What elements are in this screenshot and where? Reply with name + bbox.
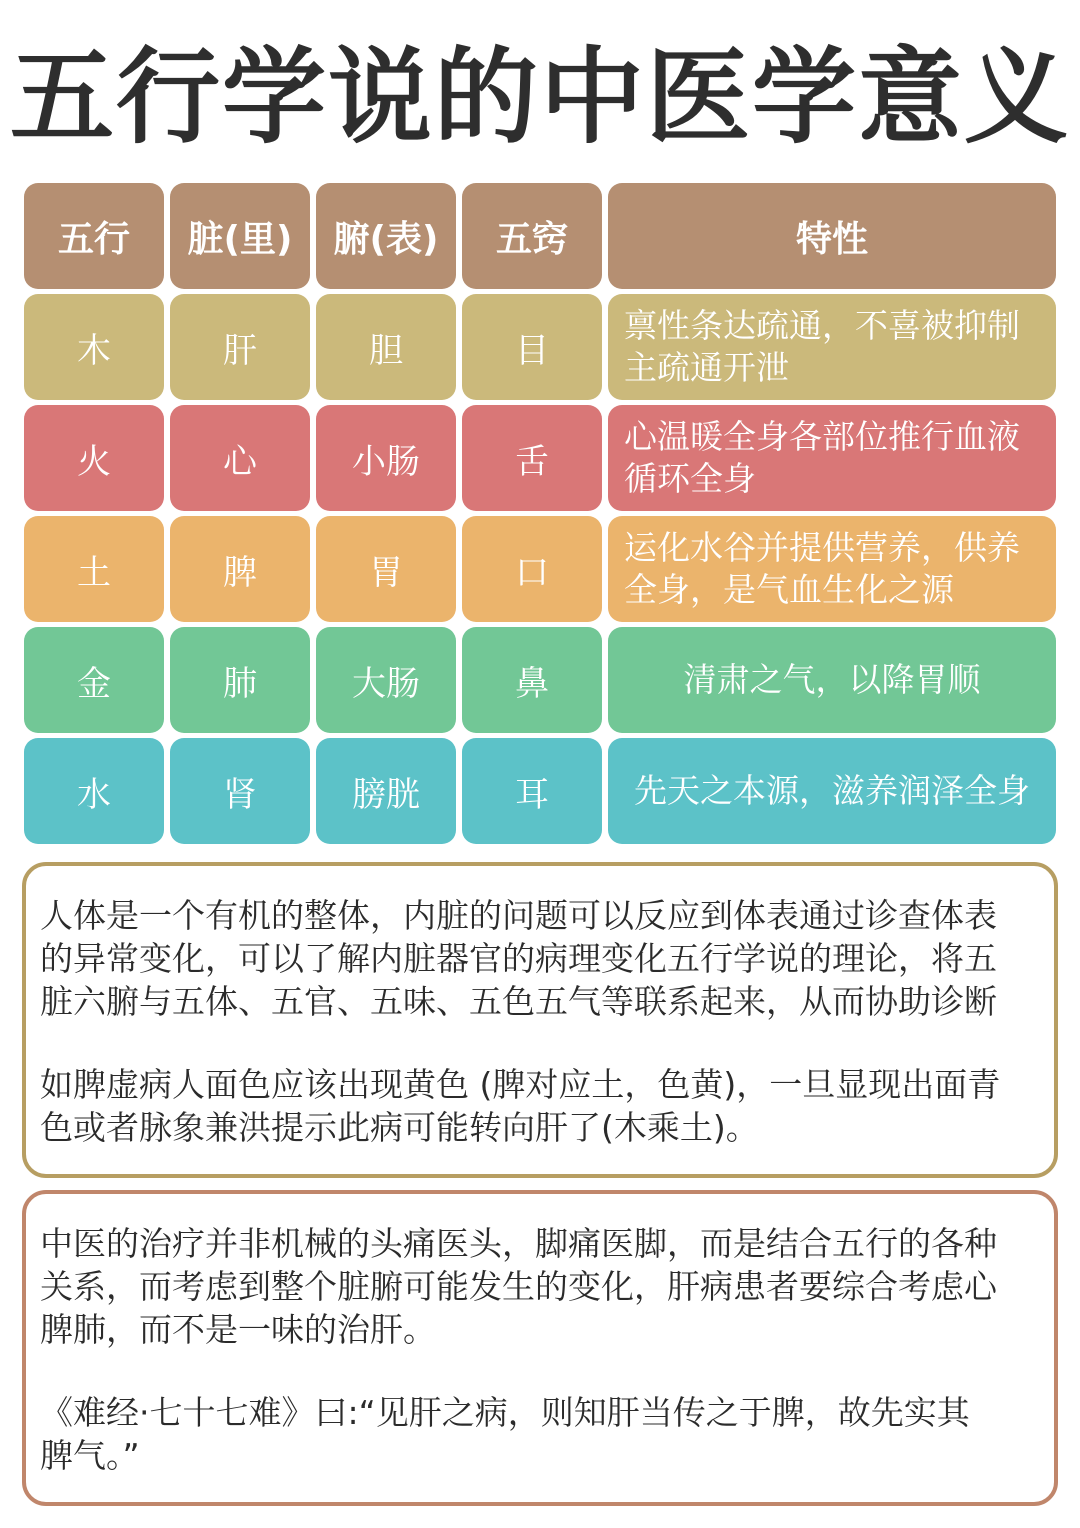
note-line: 人体是一个有机的整体，内脏的问题可以反应到体表通过诊查体表 — [40, 896, 997, 935]
note-line: 色或者脉象兼洪提示此病可能转向肝了(木乘土)。 — [40, 1108, 759, 1147]
cell-element: 水 — [24, 738, 164, 844]
cell-fu: 膀胱 — [316, 738, 456, 844]
header-qiao: 五窍 — [462, 183, 602, 289]
treatment-note — [22, 1190, 1058, 1506]
trait-line: 心温暖全身各部位推行血液 — [624, 417, 1020, 456]
note-line: 《难经·七十七难》曰:“见肝之病，则知肝当传之于脾，故先实其 — [40, 1393, 970, 1432]
cell-trait — [608, 405, 1056, 511]
cell-element: 金 — [24, 627, 164, 733]
diagnosis-note — [22, 862, 1058, 1178]
header-wuxing: 五行 — [24, 183, 164, 289]
cell-qiao: 口 — [462, 516, 602, 622]
cell-zang: 肺 — [170, 627, 310, 733]
cell-zang: 心 — [170, 405, 310, 511]
trait-line: 先天之本源，滋养润泽全身 — [634, 771, 1030, 810]
cell-element: 火 — [24, 405, 164, 511]
cell-trait — [608, 294, 1056, 400]
note-line: 脏六腑与五体、五官、五味、五色五气等联系起来，从而协助诊断 — [40, 982, 997, 1021]
note-line: 脾肺，而不是一味的治肝。 — [40, 1310, 436, 1349]
cell-qiao: 耳 — [462, 738, 602, 844]
note-line: 中医的治疗并非机械的头痛医头，脚痛医脚，而是结合五行的各种 — [40, 1224, 997, 1263]
cell-trait — [608, 738, 1056, 844]
trait-line: 全身，是气血生化之源 — [624, 570, 954, 609]
cell-zang: 肝 — [170, 294, 310, 400]
trait-line: 禀性条达疏通，不喜被抑制 — [624, 306, 1020, 345]
cell-qiao: 鼻 — [462, 627, 602, 733]
header-fu: 腑(表) — [316, 183, 456, 289]
cell-trait — [608, 627, 1056, 733]
trait-line: 循环全身 — [624, 459, 756, 498]
cell-zang: 肾 — [170, 738, 310, 844]
trait-line: 清肃之气，以降胃顺 — [683, 660, 981, 699]
cell-qiao: 目 — [462, 294, 602, 400]
five-elements-table — [24, 183, 1056, 844]
cell-trait — [608, 516, 1056, 622]
cell-element: 木 — [24, 294, 164, 400]
header-trait: 特性 — [608, 183, 1056, 289]
header-zang: 脏(里) — [170, 183, 310, 289]
cell-zang: 脾 — [170, 516, 310, 622]
note-line: 关系，而考虑到整个脏腑可能发生的变化，肝病患者要综合考虑心 — [40, 1267, 997, 1306]
note-line: 的异常变化，可以了解内脏器官的病理变化五行学说的理论，将五 — [40, 939, 997, 978]
cell-element: 土 — [24, 516, 164, 622]
cell-fu: 胃 — [316, 516, 456, 622]
cell-fu: 胆 — [316, 294, 456, 400]
cell-fu: 大肠 — [316, 627, 456, 733]
cell-fu: 小肠 — [316, 405, 456, 511]
trait-line: 运化水谷并提供营养，供养 — [624, 528, 1020, 567]
cell-qiao: 舌 — [462, 405, 602, 511]
trait-line: 主疏通开泄 — [624, 348, 789, 387]
page-title: 五行学说的中医学意义 — [9, 36, 1070, 158]
note-line: 如脾虚病人面色应该出现黄色 (脾对应土，色黄)，一旦显现出面青 — [40, 1065, 1001, 1104]
note-line: 脾气。” — [40, 1436, 140, 1475]
